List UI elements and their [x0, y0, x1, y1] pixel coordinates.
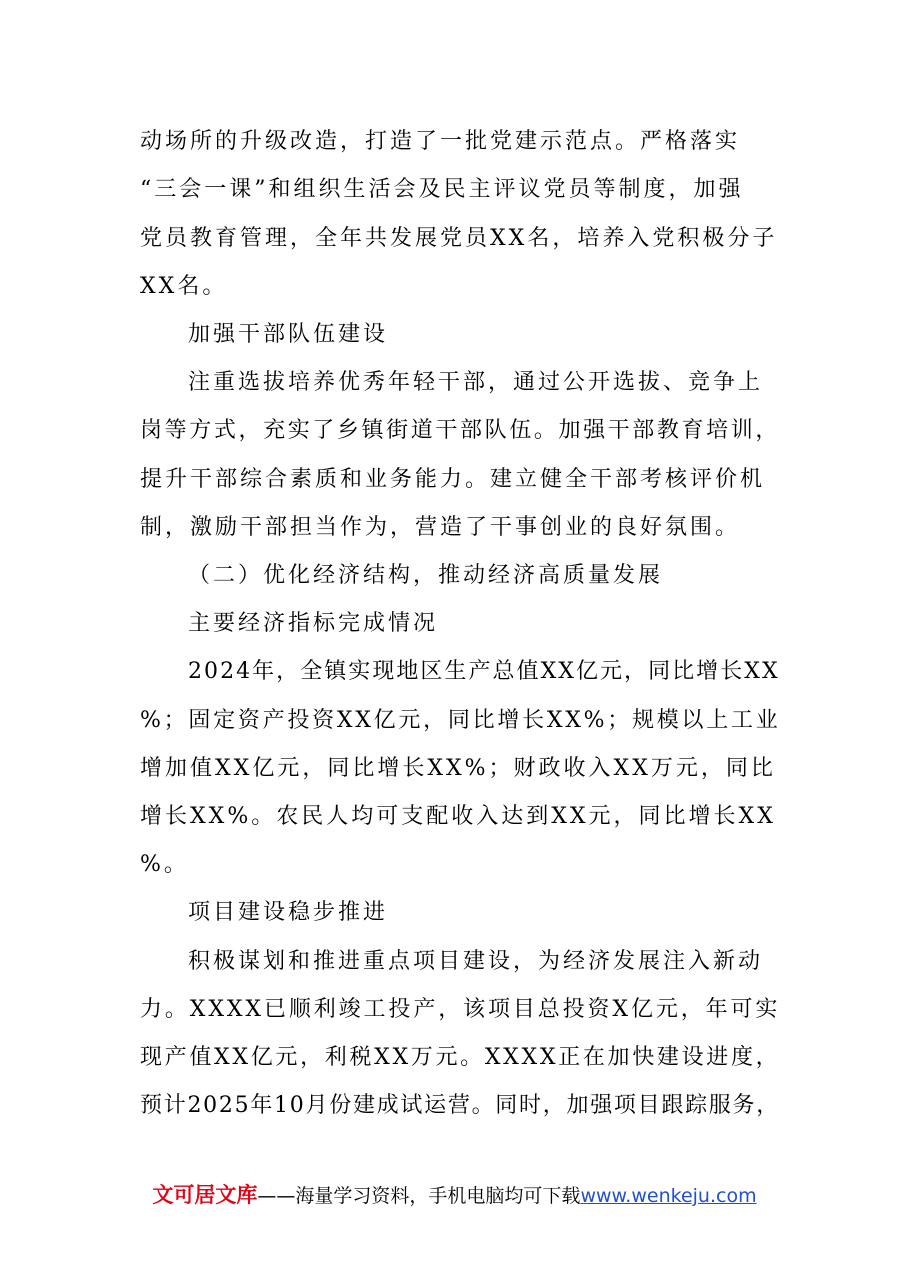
paragraph-line: “三会一课”和组织生活会及民主评议党员等制度，加强 [140, 177, 744, 202]
chapter-heading: （二）优化经济结构，推动经济高质量发展 [188, 563, 664, 588]
paragraph-line: 注重选拔培养优秀年轻干部，通过公开选拔、竞争上 [188, 370, 764, 395]
paragraph-line: 制，激励干部担当作为，营造了干事创业的良好氛围。 [140, 515, 741, 540]
paragraph-line: %；固定资产投资XX亿元，同比增长XX%；规模以上工业 [140, 708, 781, 733]
paragraph-line: 2024年，全镇实现地区生产总值XX亿元，同比增长XX [188, 659, 780, 684]
paragraph-line: 党员教育管理，全年共发展党员XX名，培养入党积极分子 [140, 226, 778, 251]
footer-slogan: ——海量学习资料，手机电脑均可下载 [257, 1185, 581, 1207]
paragraph-line: 动场所的升级改造，打造了一批党建示范点。严格落实 [140, 129, 741, 154]
paragraph-line: 现产值XX亿元，利税XX万元。XXXX正在加快建设进度， [140, 1045, 781, 1070]
section-heading: 主要经济指标完成情况 [188, 611, 439, 636]
paragraph-line: 增加值XX亿元，同比增长XX%；财政收入XX万元，同比 [140, 756, 776, 781]
section-heading: 项目建设稳步推进 [188, 900, 389, 925]
page-footer [0, 1180, 909, 1211]
paragraph-line: XX名。 [140, 274, 228, 299]
paragraph-line: 提升干部综合素质和业务能力。建立健全干部考核评价机 [140, 467, 766, 492]
paragraph-line: %。 [140, 852, 189, 877]
paragraph-line: 积极谋划和推进重点项目建设，为经济发展注入新动 [188, 949, 764, 974]
paragraph-line: 预计2025年10月份建成试运营。同时，加强项目跟踪服务， [140, 1093, 780, 1118]
footer-site-link[interactable]: www.wenkeju.com [580, 1185, 757, 1207]
paragraph-line: 力。XXXX已顺利竣工投产，该项目总投资X亿元，年可实 [140, 997, 781, 1022]
footer-brand: 文可居文库 [152, 1183, 258, 1207]
paragraph-line: 增长XX%。农民人均可支配收入达到XX元，同比增长XX [140, 804, 776, 829]
section-heading: 加强干部队伍建设 [188, 322, 389, 347]
paragraph-line: 岗等方式，充实了乡镇街道干部队伍。加强干部教育培训， [140, 418, 781, 443]
